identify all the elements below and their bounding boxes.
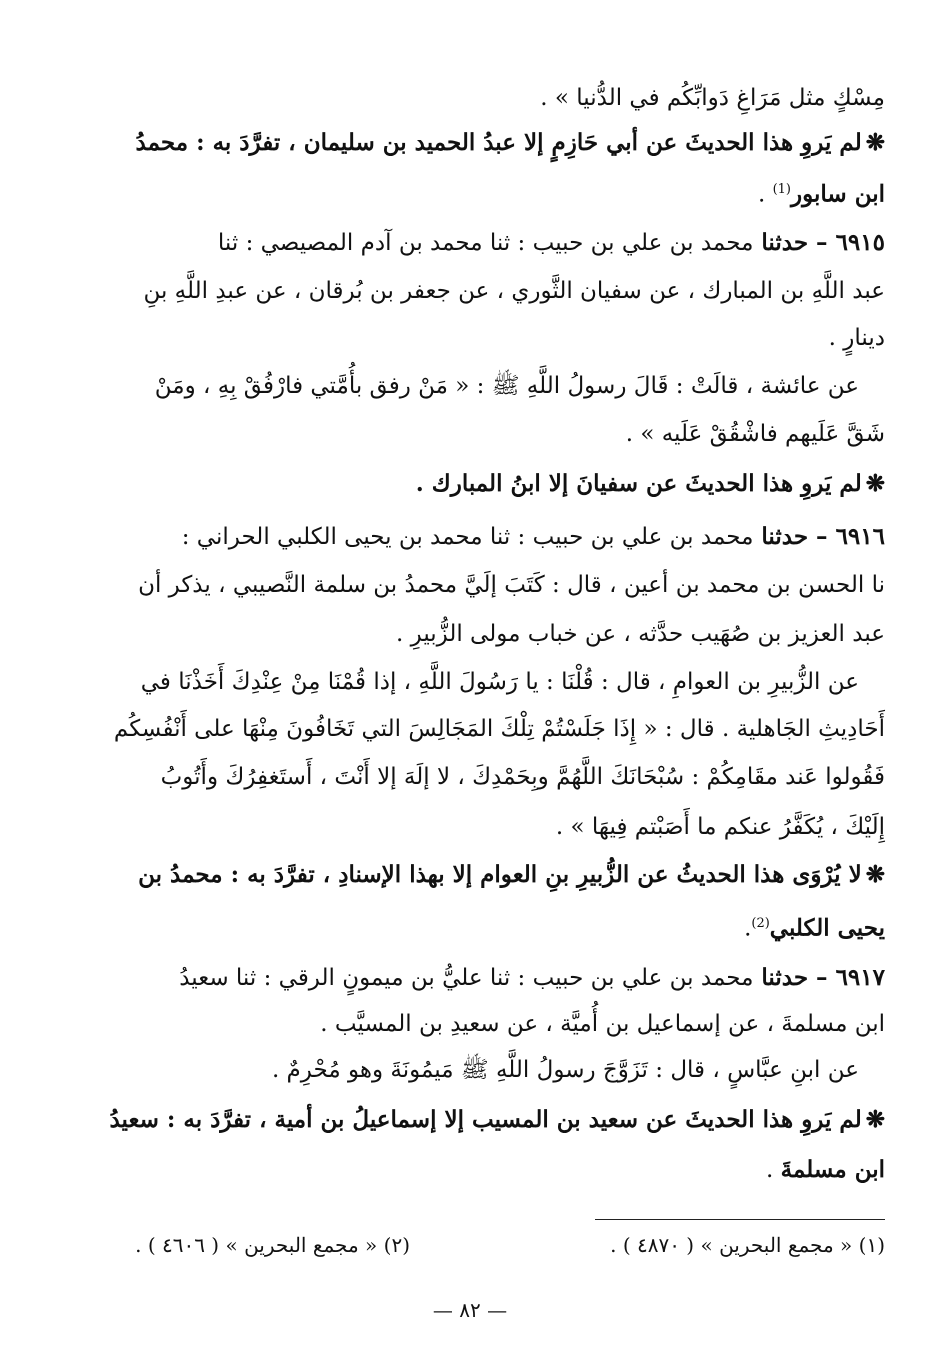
text-line (540, 78, 885, 118)
body-text: محمد بن علي بن حبيب : ثنا عليُّ بن ميمونٍ الرقي : ثنا سعيدُ (179, 965, 754, 991)
book-page (55, 78, 885, 1288)
text-line (155, 366, 859, 406)
body-text: عن عائشة ، قالَتْ : قَالَ رسولُ اللَّهِ ﷺ : « مَنْ رفق بأُمَّتي فارْفُقْ بِهِ ، ومَنْ (154, 373, 859, 399)
asterism-icon: ❋ (865, 861, 885, 888)
body-text: شَقَّ عَلَيهم فاشْقُقْ عَلَيه » . (625, 421, 885, 447)
punctuation: . (744, 915, 752, 942)
body-text: عبد اللَّهِ بن المبارك ، عن سفيان الثَّوري ، عن جعفر بن بُرقان ، عن عبدِ اللَّهِ بنِ (143, 278, 885, 304)
text-line (396, 614, 885, 654)
text-line (320, 1004, 885, 1044)
body-text: محمد بن علي بن حبيب : ثنا محمد بن يحيى الكلبي الحراني : (181, 524, 754, 550)
body-text: دينارٍ . (828, 325, 885, 351)
text-line (161, 757, 885, 797)
narration-lead: – حدثنا (753, 229, 836, 256)
text-line (141, 662, 859, 702)
narration-lead: – حدثنا (753, 523, 836, 550)
asterism-icon: ❋ (865, 470, 885, 497)
body-text: فَقُولوا عَند مقَامِكُمْ : سُبْحَانَكَ اللَّهُمَّ وبِحَمْدِكَ ، لا إلَهَ إلا أَنْتَ ، أَستَغفِرُكَ وأَتُوبُ (160, 764, 885, 790)
commentary-text: لم يَروِ هذا الحديثَ عن أبي حَازِمٍ إلا عبدُ الحميد بن سليمان ، تفرَّدَ به : محمدُ (135, 129, 862, 156)
text-line (218, 223, 885, 263)
asterism-icon: ❋ (865, 129, 885, 156)
text-line (829, 318, 885, 358)
text-line (138, 565, 885, 605)
text-line (179, 958, 885, 998)
asterism-icon: ❋ (865, 1106, 885, 1133)
commentary-text: ابن مسلمةَ (780, 1156, 885, 1183)
body-text: إِلَيْكَ ، يُكَفَّرُ عنكم ما أَصَبْتم فِيهَا » . (555, 814, 885, 840)
footnote-ref: (2) (751, 916, 770, 931)
text-line (109, 1100, 885, 1140)
text-line (138, 855, 885, 895)
body-text: نا الحسن بن محمد بن أعين ، قال : كَتَبَ إلَيَّ محمدُ بن سلمة النَّصيبي ، يذكر أن (138, 572, 885, 598)
footnote-ref: (1) (772, 182, 792, 197)
body-text: مِسْكٍ مثل مَرَاغِ دَوابِّكُم في الدُّنيا » . (540, 85, 885, 111)
commentary-text: لا يُرْوَى هذا الحديثُ عن الزُّبيرِ بنِ العوام إلا بهذا الإسنادِ ، تفرَّدَ به : محمدُ بن (138, 861, 862, 888)
text-line (114, 709, 885, 749)
text-line (416, 464, 885, 504)
body-text: عن ابنِ عبَّاسٍ ، قال : تَزَوَّجَ رسولُ اللَّهِ ﷺ مَيمُونَةَ وهو مُحْرِمٌ . (271, 1057, 859, 1083)
text-line (556, 807, 885, 847)
text-line (136, 123, 885, 163)
footnote-2: (٢) « مجمع البحرين » ( ٤٦٠٦ ) . (135, 1233, 410, 1257)
commentary-text: ابن سابور (791, 180, 885, 208)
punctuation: . (765, 1157, 781, 1183)
footnote-1: (١) « مجمع البحرين » ( ٤٨٧٠ ) . (610, 1233, 885, 1257)
body-text: عن الزُّبيرِ بن العوامِ ، قال : قُلْنَا : يا رَسُولَ اللَّهِ ، إذا قُمْنَا مِنْ عِنْدِكَ أَخَذْنَا في (140, 669, 859, 695)
narration-lead: – حدثنا (753, 964, 836, 991)
punctuation: . (757, 181, 773, 208)
commentary-text: لم يَروِ هذا الحديثَ عن سفيانَ إلا ابنُ المبارك . (415, 470, 862, 497)
body-text: محمد بن علي بن حبيب : ثنا محمد بن آدم المصيصي : ثنا (217, 230, 754, 256)
hadith-number: ٦٩١٧ (835, 964, 885, 991)
body-text: أَحَادِيثِ الجَاهلية . قال : « إِذَا جَلَسْتُمْ تِلْكَ المَجَالِسَ التي تَخَافُونَ مِنْهَا على أَنْفُسِكُم (113, 716, 885, 742)
text-line (182, 517, 885, 557)
text-line (626, 414, 885, 454)
body-text: عبد العزيز بن صُهَيب حدَّثه ، عن خباب مولى الزُّبيرِ . (396, 621, 885, 647)
text-line (744, 904, 885, 944)
commentary-text: يحيى الكلبي (769, 914, 885, 942)
body-text: ابن مسلمةَ ، عن إسماعيل بن أُميَّة ، عن سعيدِ بن المسيَّب . (320, 1011, 885, 1037)
text-line (758, 170, 885, 210)
hadith-number: ٦٩١٦ (835, 523, 885, 550)
page-number: — ٨٢ — (432, 1298, 508, 1322)
hadith-number: ٦٩١٥ (835, 229, 885, 256)
footnote-separator (595, 1219, 885, 1220)
text-line (272, 1050, 859, 1090)
commentary-text: لم يَروِ هذا الحديثَ عن سعيد بن المسيب إلا إسماعيلُ بن أمية ، تفرَّدَ به : سعيدُ (109, 1106, 862, 1133)
text-line (766, 1150, 885, 1190)
text-line (143, 271, 885, 311)
